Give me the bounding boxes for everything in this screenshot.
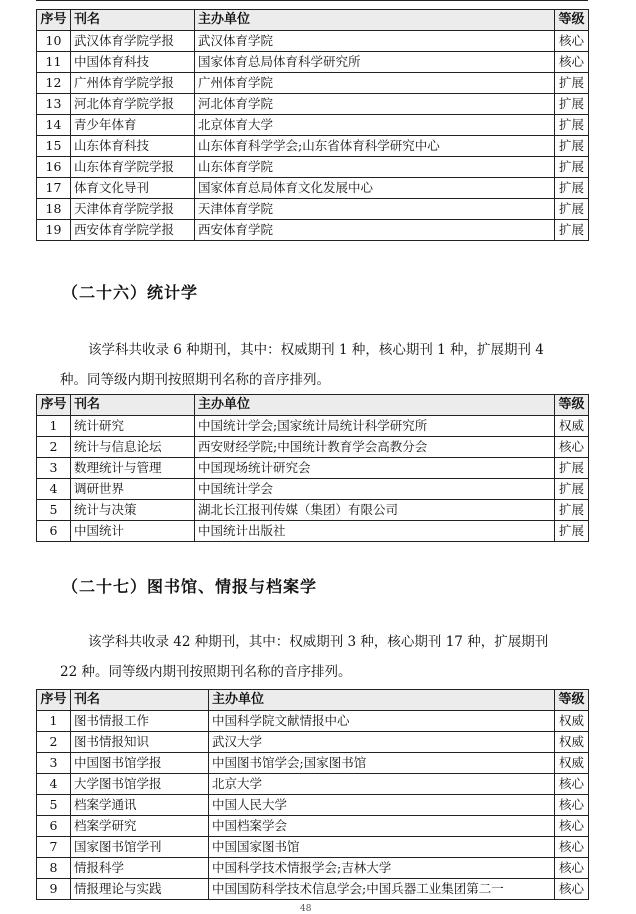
cell-journal-name: 档案学通讯 [71, 795, 209, 816]
cell-journal-name: 山东体育科技 [71, 136, 195, 157]
cell-journal-name: 青少年体育 [71, 115, 195, 136]
column-header-grade: 等级 [555, 395, 589, 416]
cell-num: 16 [37, 157, 71, 178]
cell-num: 1 [37, 416, 71, 437]
section-intro-library-science [60, 627, 590, 687]
cell-journal-name: 中国体育科技 [71, 52, 195, 73]
cell-organizer: 国家体育总局体育文化发展中心 [195, 178, 555, 199]
cell-organizer: 西安体育学院 [195, 220, 555, 241]
table-row [37, 753, 589, 774]
table-row [37, 136, 589, 157]
cell-grade: 扩展 [555, 479, 589, 500]
cell-num: 5 [37, 795, 71, 816]
cell-grade: 扩展 [555, 521, 589, 542]
cell-journal-name: 统计研究 [71, 416, 195, 437]
column-header-name: 刊名 [71, 10, 195, 31]
cell-journal-name: 天津体育学院学报 [71, 199, 195, 220]
intro-text-1: 该学科共收录 6 种期刊，其中：权威期刊 1 种，核心期刊 1 种，扩展期刊 4 [88, 342, 544, 358]
cell-organizer: 国家体育总局体育科学研究所 [195, 52, 555, 73]
journal-table-sports [36, 9, 589, 241]
cell-num: 6 [37, 816, 71, 837]
cell-journal-name: 体育文化导刊 [71, 178, 195, 199]
cell-journal-name: 图书情报工作 [71, 711, 209, 732]
cell-grade: 扩展 [555, 94, 589, 115]
cell-num: 15 [37, 136, 71, 157]
cell-organizer: 中国国家图书馆 [209, 837, 555, 858]
cell-journal-name: 广州体育学院学报 [71, 73, 195, 94]
cell-num: 8 [37, 858, 71, 879]
cell-grade: 核心 [555, 774, 589, 795]
cell-grade: 核心 [555, 816, 589, 837]
cell-num: 19 [37, 220, 71, 241]
table-row [37, 711, 589, 732]
cell-organizer: 山东体育科学学会;山东省体育科学研究中心 [195, 136, 555, 157]
cell-journal-name: 西安体育学院学报 [71, 220, 195, 241]
intro-line-1 [60, 335, 590, 365]
cell-journal-name: 大学图书馆学报 [71, 774, 209, 795]
intro-text-2: 22 种。同等级内期刊按照期刊名称的音序排列。 [60, 664, 352, 680]
table-row [37, 479, 589, 500]
column-header-num: 序号 [37, 690, 71, 711]
cell-num: 13 [37, 94, 71, 115]
cell-grade: 权威 [555, 753, 589, 774]
column-header-name: 刊名 [71, 690, 209, 711]
cell-organizer: 武汉体育学院 [195, 31, 555, 52]
cell-journal-name: 武汉体育学院学报 [71, 31, 195, 52]
table-row [37, 199, 589, 220]
cell-organizer: 河北体育学院 [195, 94, 555, 115]
cell-organizer: 中国科学院文献情报中心 [209, 711, 555, 732]
table-row [37, 837, 589, 858]
column-header-num: 序号 [37, 10, 71, 31]
table-row [37, 157, 589, 178]
cell-journal-name: 数理统计与管理 [71, 458, 195, 479]
table-row [37, 416, 589, 437]
intro-line-1 [60, 627, 590, 657]
table-header-row [37, 690, 589, 711]
cell-journal-name: 情报科学 [71, 858, 209, 879]
table-row [37, 115, 589, 136]
cell-num: 18 [37, 199, 71, 220]
cell-journal-name: 山东体育学院学报 [71, 157, 195, 178]
cell-grade: 权威 [555, 416, 589, 437]
table-row [37, 732, 589, 753]
cell-num: 4 [37, 774, 71, 795]
cell-organizer: 中国图书馆学会;国家图书馆 [209, 753, 555, 774]
cell-num: 12 [37, 73, 71, 94]
column-header-org: 主办单位 [195, 395, 555, 416]
column-header-org: 主办单位 [209, 690, 555, 711]
cell-journal-name: 统计与决策 [71, 500, 195, 521]
table-row [37, 437, 589, 458]
cell-num: 3 [37, 753, 71, 774]
table-row [37, 774, 589, 795]
cell-journal-name: 河北体育学院学报 [71, 94, 195, 115]
table-row [37, 500, 589, 521]
cell-organizer: 中国统计学会;国家统计局统计科学研究所 [195, 416, 555, 437]
journal-table-library-science [36, 689, 589, 900]
page-number: 48 [300, 904, 312, 914]
table-row [37, 795, 589, 816]
table-row [37, 521, 589, 542]
cell-num: 7 [37, 837, 71, 858]
section-intro-statistics [60, 335, 590, 395]
column-header-name: 刊名 [71, 395, 195, 416]
cell-organizer: 北京体育大学 [195, 115, 555, 136]
column-header-grade: 等级 [555, 10, 589, 31]
cell-journal-name: 情报理论与实践 [71, 879, 209, 900]
table-row [37, 220, 589, 241]
cell-organizer: 武汉大学 [209, 732, 555, 753]
cell-grade: 核心 [555, 858, 589, 879]
intro-text-2: 种。同等级内期刊按照期刊名称的音序排列。 [60, 372, 330, 388]
intro-line-2 [60, 657, 590, 687]
cell-grade: 扩展 [555, 199, 589, 220]
cell-num: 2 [37, 732, 71, 753]
table-header-row [37, 10, 589, 31]
cell-grade: 扩展 [555, 73, 589, 94]
table-row [37, 816, 589, 837]
cell-num: 4 [37, 479, 71, 500]
table-row [37, 858, 589, 879]
cell-journal-name: 中国统计 [71, 521, 195, 542]
cell-journal-name: 图书情报知识 [71, 732, 209, 753]
cell-organizer: 中国人民大学 [209, 795, 555, 816]
intro-line-2 [60, 365, 590, 395]
table-row [37, 73, 589, 94]
cell-organizer: 湖北长江报刊传媒（集团）有限公司 [195, 500, 555, 521]
cell-grade: 核心 [555, 52, 589, 73]
table-row [37, 879, 589, 900]
cell-num: 9 [37, 879, 71, 900]
cell-journal-name: 国家图书馆学刊 [71, 837, 209, 858]
cell-journal-name: 统计与信息论坛 [71, 437, 195, 458]
cell-num: 17 [37, 178, 71, 199]
cell-organizer: 中国科学技术情报学会;吉林大学 [209, 858, 555, 879]
cell-grade: 扩展 [555, 178, 589, 199]
section-heading-library-science: （二十七）图书馆、情报与档案学 [62, 577, 318, 596]
cell-organizer: 西安财经学院;中国统计教育学会高教分会 [195, 437, 555, 458]
cell-organizer: 北京大学 [209, 774, 555, 795]
cell-grade: 扩展 [555, 157, 589, 178]
cell-num: 6 [37, 521, 71, 542]
cell-organizer: 中国档案学会 [209, 816, 555, 837]
cell-num: 11 [37, 52, 71, 73]
cell-num: 14 [37, 115, 71, 136]
cell-num: 10 [37, 31, 71, 52]
table-row [37, 458, 589, 479]
table-row [37, 178, 589, 199]
cell-grade: 扩展 [555, 458, 589, 479]
top-border-line [36, 0, 588, 1]
cell-grade: 核心 [555, 795, 589, 816]
cell-organizer: 中国现场统计研究会 [195, 458, 555, 479]
cell-journal-name: 档案学研究 [71, 816, 209, 837]
column-header-org: 主办单位 [195, 10, 555, 31]
cell-num: 5 [37, 500, 71, 521]
cell-grade: 核心 [555, 879, 589, 900]
cell-organizer: 天津体育学院 [195, 199, 555, 220]
column-header-grade: 等级 [555, 690, 589, 711]
table-row [37, 31, 589, 52]
table-row [37, 52, 589, 73]
section-heading-statistics: （二十六）统计学 [62, 283, 199, 302]
cell-grade: 核心 [555, 837, 589, 858]
cell-grade: 核心 [555, 31, 589, 52]
cell-journal-name: 中国图书馆学报 [71, 753, 209, 774]
cell-grade: 扩展 [555, 500, 589, 521]
cell-organizer: 广州体育学院 [195, 73, 555, 94]
cell-grade: 扩展 [555, 136, 589, 157]
cell-grade: 权威 [555, 711, 589, 732]
cell-organizer: 山东体育学院 [195, 157, 555, 178]
cell-num: 3 [37, 458, 71, 479]
cell-grade: 核心 [555, 437, 589, 458]
cell-organizer: 中国统计学会 [195, 479, 555, 500]
cell-grade: 扩展 [555, 220, 589, 241]
table-row [37, 94, 589, 115]
cell-journal-name: 调研世界 [71, 479, 195, 500]
column-header-num: 序号 [37, 395, 71, 416]
cell-organizer: 中国统计出版社 [195, 521, 555, 542]
cell-grade: 权威 [555, 732, 589, 753]
cell-organizer: 中国国防科学技术信息学会;中国兵器工业集团第二一 [209, 879, 555, 900]
journal-table-statistics [36, 394, 589, 542]
intro-text-1: 该学科共收录 42 种期刊，其中：权威期刊 3 种，核心期刊 17 种，扩展期刊 [88, 634, 549, 650]
table-header-row [37, 395, 589, 416]
cell-num: 1 [37, 711, 71, 732]
cell-num: 2 [37, 437, 71, 458]
cell-grade: 扩展 [555, 115, 589, 136]
